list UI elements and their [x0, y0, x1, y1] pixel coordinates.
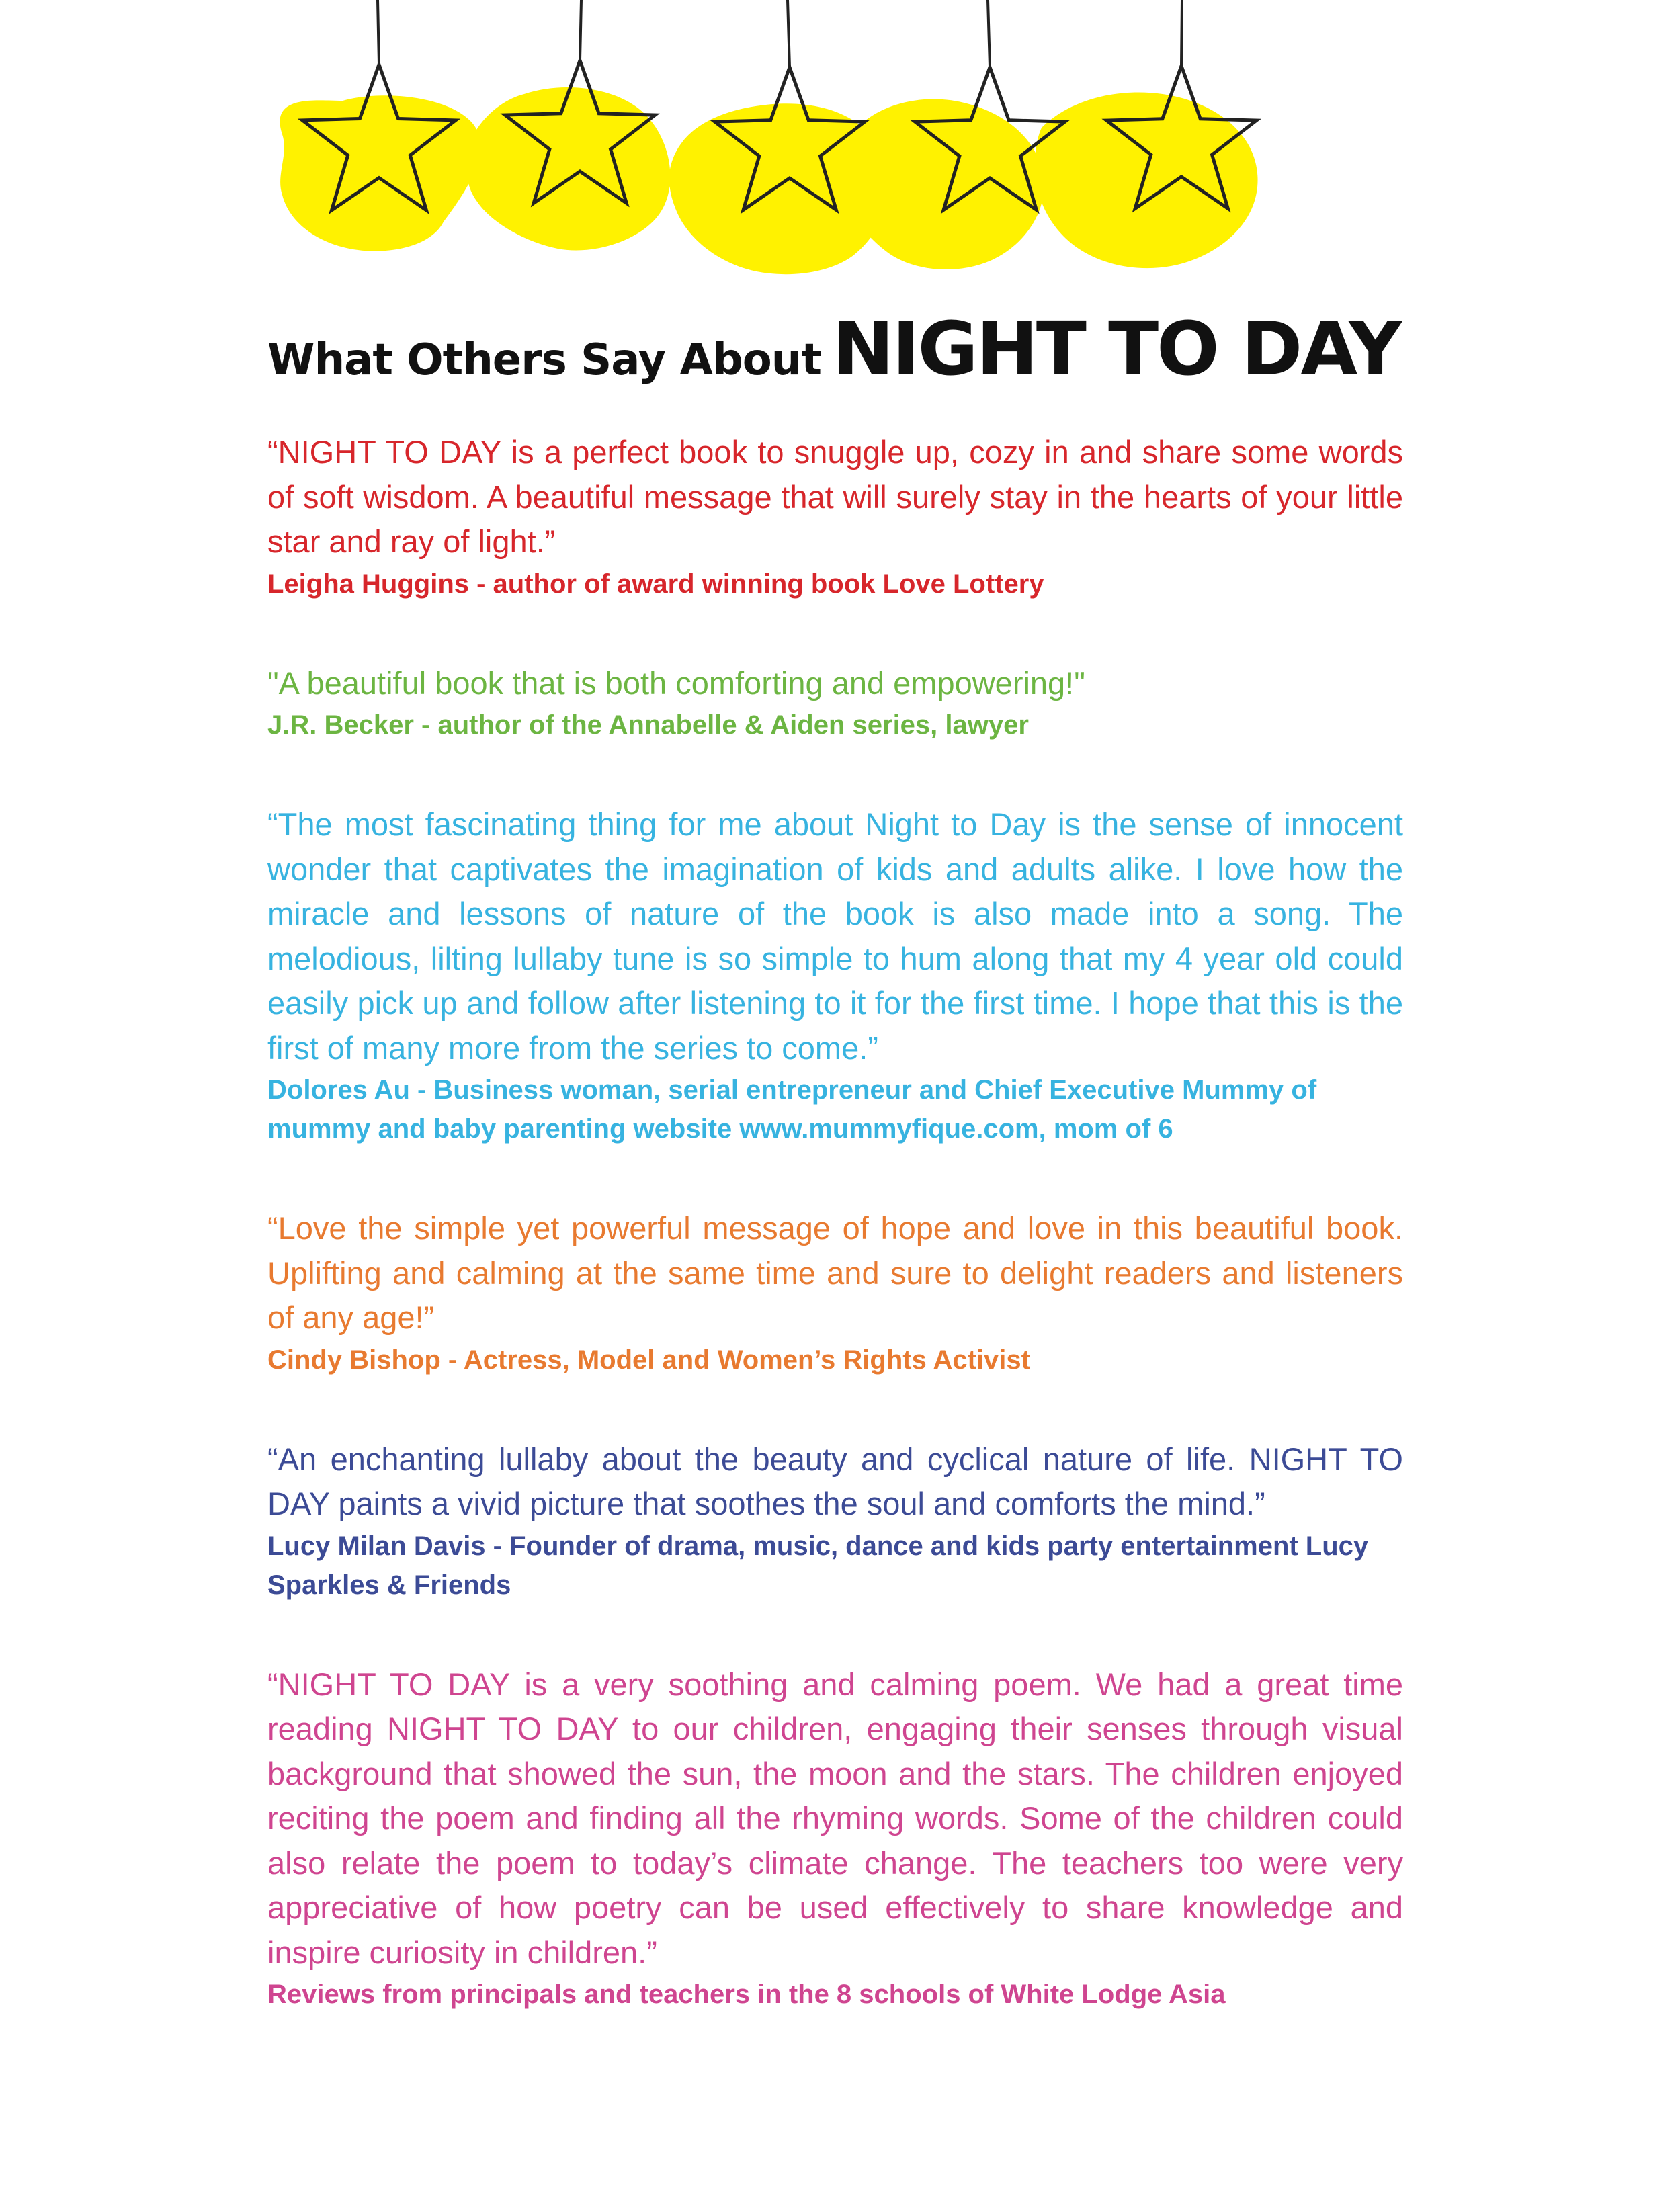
page-title	[267, 306, 1443, 392]
review-author: J.R. Becker - author of the Annabelle & Aiden series, lawyer	[267, 710, 1029, 740]
review-quote: “NIGHT TO DAY is a very soothing and calming poem. We had a great time reading NIGHT TO DAY to our children, engaging their senses through visual background that showed the sun, the moon and the stars. The children enjoyed reciting the poem and finding all the rhyming words. Some of the children could also relate the poem to today’s climate change. The teachers too were very appreciative of how poetry can be used effectively to share knowledge and inspire curiosity in children.”	[267, 1666, 1403, 1970]
review-item	[267, 1662, 1403, 2014]
review-quote: “An enchanting lullaby about the beauty and cyclical nature of life. NIGHT TO DAY paints a vivid picture that soothes the soul and comforts the mind.”	[267, 1441, 1403, 1521]
star-blobs	[280, 87, 1257, 274]
review-author: Leigha Huggins - author of award winning book Love Lottery	[267, 568, 1044, 599]
review-author: Reviews from principals and teachers in the 8 schools of White Lodge Asia	[267, 1980, 1226, 2009]
hanging-stars-icon	[242, 0, 1317, 289]
review-quote: "A beautiful book that is both comforting and empowering!"	[267, 665, 1085, 701]
title-prefix: What Others Say About	[267, 335, 821, 385]
review-item	[267, 430, 1403, 603]
review-author: Dolores Au - Business woman, serial entrepreneur and Chief Executive Mummy of mummy and baby parenting website www.mummyfique.com, mom of 6	[267, 1075, 1317, 1144]
review-author: Lucy Milan Davis - Founder of drama, music, dance and kids party entertainment Lucy Sparkles & Friends	[267, 1531, 1369, 1600]
review-item	[267, 1437, 1403, 1605]
review-item	[267, 1206, 1403, 1379]
reviews-list	[267, 430, 1403, 2014]
review-quote: “The most fascinating thing for me about Night to Day is the sense of innocent wonder that captivates the imagination of kids and adults alike. I love how the miracle and lessons of nature of the book is also made into a song. The melodious, lilting lullaby tune is so simple to hum along that my 4 year old could easily pick up and follow after listening to it for the first time. I hope that this is the first of many more from the series to come.”	[267, 806, 1403, 1066]
title-book-name: NIGHT TO DAY	[832, 306, 1400, 392]
review-item	[267, 661, 1403, 745]
review-quote: “Love the simple yet powerful message of hope and love in this beautiful book. Uplifting and calming at the same time and sure to delight readers and listeners of any age!”	[267, 1210, 1403, 1335]
review-quote: “NIGHT TO DAY is a perfect book to snuggle up, cozy in and share some words of soft wisdom. A beautiful message that will surely stay in the hearts of your little star and ray of light.”	[267, 434, 1403, 559]
star-strings	[378, 0, 1182, 67]
review-item	[267, 802, 1403, 1148]
review-author: Cindy Bishop - Actress, Model and Women’s Rights Activist	[267, 1345, 1030, 1375]
